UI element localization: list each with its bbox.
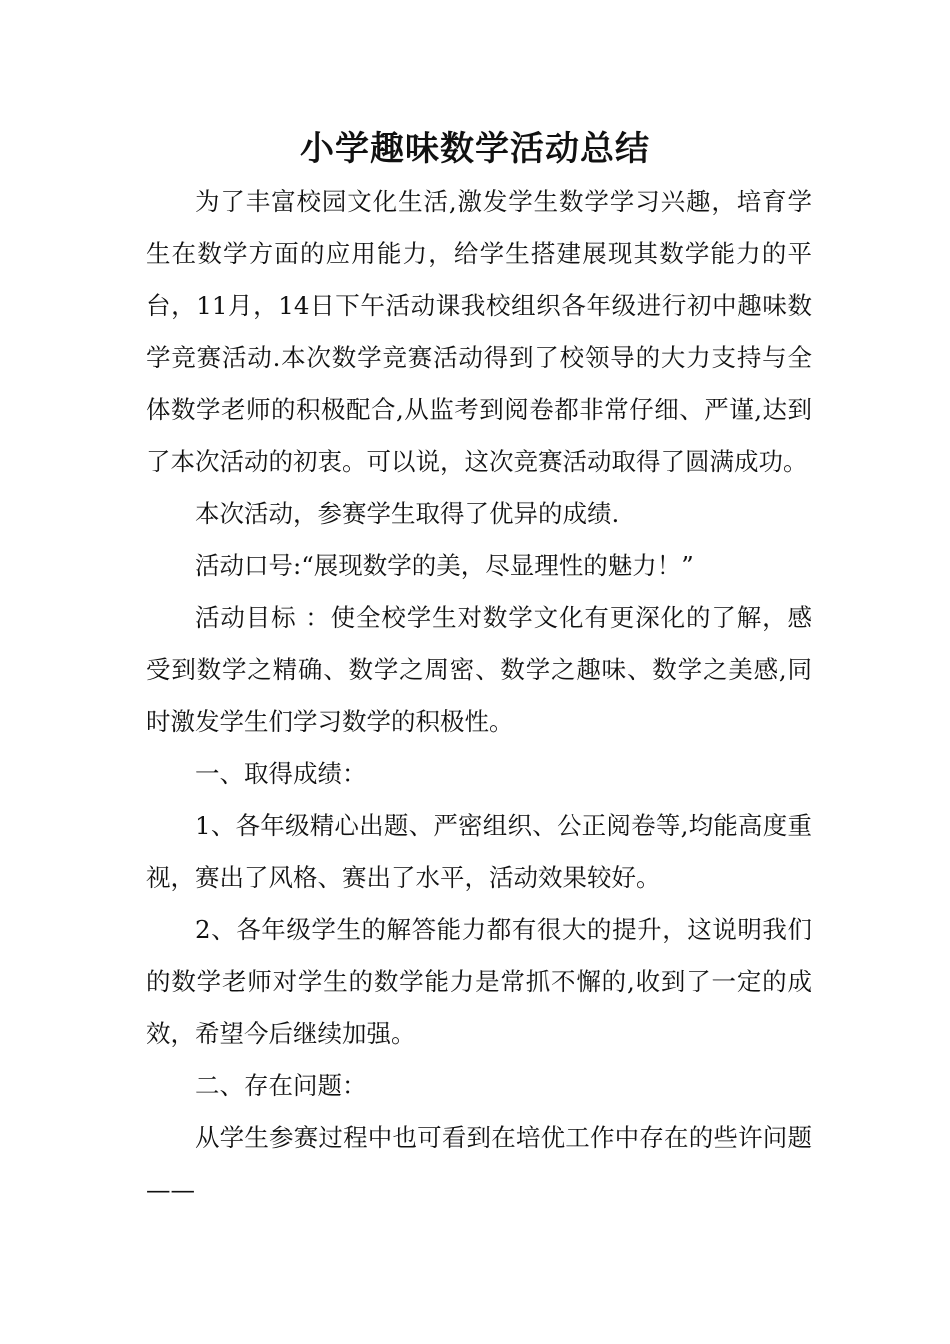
paragraph-intro: 为了丰富校园文化生活,激发学生数学学习兴趣，培育学生在数学方面的应用能力，给学生搭建展现其数学能力的平台，11月，14日下午活动课我校组织各年级进行初中趣味数学竞赛活动.本次数学竞赛活动得到了校领导的大力支持与全体数学老师的积极配合,从监考到阅卷都非常仔细、严谨,达到了本次活动的初衷。可以说，这次竞赛活动取得了圆满成功。 (146, 187, 812, 476)
paragraph-goal: 活动目标 ：使全校学生对数学文化有更深化的了解，感受到数学之精确、数学之周密、数学之趣味、数学之美感,同时激发学生们学习数学的积极性。 (146, 603, 812, 736)
paragraph-achievement-1: 1、各年级精心出题、严密组织、公正阅卷等,均能高度重视，赛出了风格、赛出了水平，活动效果较好。 (146, 811, 812, 892)
section-heading-problems: 二、存在问题： (195, 1071, 367, 1100)
paragraph-results: 本次活动，参赛学生取得了优异的成绩. (195, 499, 620, 528)
paragraph-achievement-2: 2、各年级学生的解答能力都有很大的提升，这说明我们的数学老师对学生的数学能力是常抓不懈的,收到了一定的成效，希望今后继续加强。 (146, 915, 812, 1048)
document-title: 小学趣味数学活动总结 (300, 129, 650, 169)
paragraph-slogan: 活动口号:“展现数学的美，尽显理性的魅力！” (195, 551, 694, 580)
paragraph-problems: 从学生参赛过程中也可看到在培优工作中存在的些许问题—— (146, 1123, 812, 1204)
section-heading-achievements: 一、取得成绩： (195, 759, 367, 788)
document-body (146, 176, 812, 1216)
